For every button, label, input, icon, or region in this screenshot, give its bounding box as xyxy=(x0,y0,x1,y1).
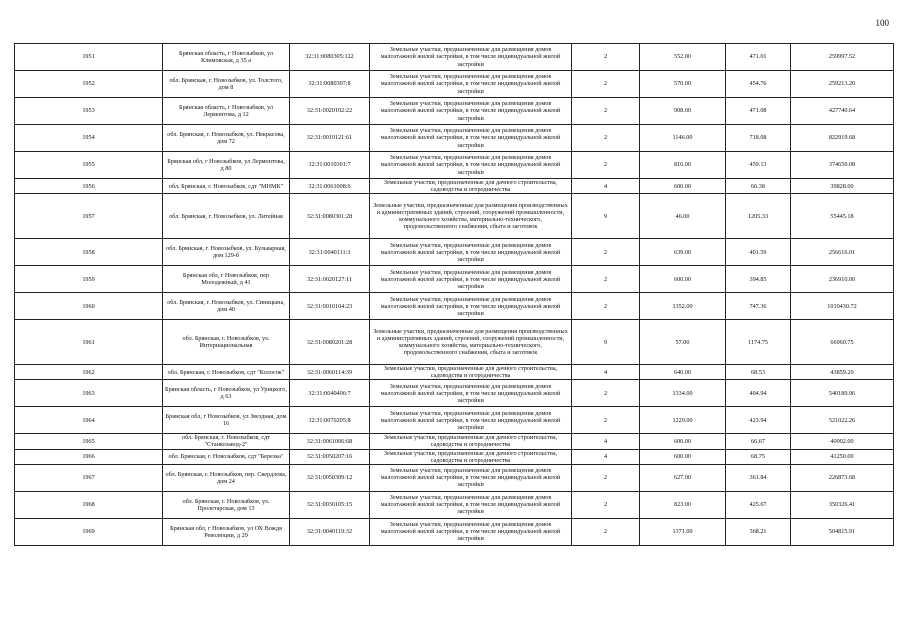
area-cell: 1146.00 xyxy=(640,125,726,152)
table-row xyxy=(15,266,894,293)
address-cell: обл. Брянская, г. Новозыбков, ул. Пролетарская, дом 13 xyxy=(163,491,290,518)
address-cell: обл. Брянская, г. Новозыбков, сдт "Станкозавод-2" xyxy=(163,434,290,449)
table-row xyxy=(15,194,894,239)
cadastral-value-cell: 55445.18 xyxy=(791,194,894,239)
group-cell: 2 xyxy=(572,380,640,407)
specific-value-cell: 66.67 xyxy=(726,434,791,449)
area-cell: 627.00 xyxy=(640,464,726,491)
group-cell: 2 xyxy=(572,407,640,434)
cadastral-number-cell: 32:31:0040406:7 xyxy=(290,380,370,407)
address-cell: обл. Брянская, г. Новозыбков, ул. Толстого, дом 8 xyxy=(163,71,290,98)
cadastral-number-cell: 32:31:0010104:23 xyxy=(290,293,370,320)
table-row xyxy=(15,491,894,518)
cadastral-number-cell: 32:31:0050207:16 xyxy=(290,449,370,464)
address-cell: обл. Брянская, г. Новозыбков, ул. Литейная xyxy=(163,194,290,239)
cadastral-number-cell: 32:31:0010121:61 xyxy=(290,125,370,152)
specific-value-cell: 423.94 xyxy=(726,407,791,434)
table-row xyxy=(15,293,894,320)
cadastral-value-cell: 504815.91 xyxy=(791,518,894,545)
group-cell: 2 xyxy=(572,464,640,491)
land-purpose-cell: Земельные участки, предназначенные для дачного строительства, садоводства и огородничества xyxy=(370,449,572,464)
row-number-cell: 1963 xyxy=(15,380,163,407)
cadastral-value-cell: 43859.20 xyxy=(791,365,894,380)
group-cell: 4 xyxy=(572,434,640,449)
specific-value-cell: 361.84 xyxy=(726,464,791,491)
group-cell: 9 xyxy=(572,194,640,239)
land-purpose-cell: Земельные участки, предназначенные для дачного строительства, садоводства и огородничества xyxy=(370,434,572,449)
area-cell: 600.00 xyxy=(640,449,726,464)
group-cell: 2 xyxy=(572,44,640,71)
table-row xyxy=(15,152,894,179)
cadastral-number-cell: 32:31:0061006:68 xyxy=(290,434,370,449)
row-number-cell: 1961 xyxy=(15,320,163,365)
address-cell: обл. Брянская, г. Новозыбков, сдт "Березка" xyxy=(163,449,290,464)
group-cell: 4 xyxy=(572,365,640,380)
specific-value-cell: 718.08 xyxy=(726,125,791,152)
cadastral-value-cell: 259213.20 xyxy=(791,71,894,98)
address-cell: обл. Брянская, г. Новозыбков, сдт "МНМК" xyxy=(163,179,290,194)
address-cell: обл. Брянская, г. Новозыбков, ул. Интернациональная xyxy=(163,320,290,365)
land-purpose-cell: Земельные участки, предназначенные для размещения домов малоэтажной жилой застройки, в том числе индивидуальной жилой застройки xyxy=(370,71,572,98)
specific-value-cell: 459.13 xyxy=(726,152,791,179)
address-cell: обл. Брянская, г. Новозыбков, пер. Свердлова, дом 24 xyxy=(163,464,290,491)
group-cell: 2 xyxy=(572,293,640,320)
area-cell: 1334.00 xyxy=(640,380,726,407)
row-number-cell: 1958 xyxy=(15,239,163,266)
land-purpose-cell: Земельные участки, предназначенные для размещения домов малоэтажной жилой застройки, в том числе индивидуальной жилой застройки xyxy=(370,125,572,152)
address-cell: обл. Брянская, г. Новозыбков, ул. Синицына, дом 40 xyxy=(163,293,290,320)
group-cell: 9 xyxy=(572,320,640,365)
address-cell: обл. Брянская, г. Новозыбков, сдт "Колосок" xyxy=(163,365,290,380)
row-number-cell: 1964 xyxy=(15,407,163,434)
area-cell: 552.00 xyxy=(640,44,726,71)
area-cell: 57.00 xyxy=(640,320,726,365)
area-cell: 600.00 xyxy=(640,434,726,449)
cadastral-value-cell: 226873.68 xyxy=(791,464,894,491)
cadastral-value-cell: 40002.00 xyxy=(791,434,894,449)
group-cell: 2 xyxy=(572,152,640,179)
area-cell: 1229.00 xyxy=(640,407,726,434)
cadastral-value-cell: 427740.64 xyxy=(791,98,894,125)
address-cell: Брянская обл, г Новозыбков, пер Молодежный, д 41 xyxy=(163,266,290,293)
area-cell: 570.00 xyxy=(640,71,726,98)
area-cell: 816.00 xyxy=(640,152,726,179)
specific-value-cell: 68.75 xyxy=(726,449,791,464)
cadastral-value-cell: 540189.96 xyxy=(791,380,894,407)
specific-value-cell: 66.38 xyxy=(726,179,791,194)
table-row xyxy=(15,125,894,152)
land-purpose-cell: Земельные участки, предназначенные для размещения домов малоэтажной жилой застройки, в том числе индивидуальной жилой застройки xyxy=(370,380,572,407)
group-cell: 2 xyxy=(572,518,640,545)
table-row xyxy=(15,44,894,71)
table-row xyxy=(15,380,894,407)
row-number-cell: 1962 xyxy=(15,365,163,380)
table-row xyxy=(15,518,894,545)
row-number-cell: 1952 xyxy=(15,71,163,98)
group-cell: 2 xyxy=(572,239,640,266)
land-purpose-cell: Земельные участки, предназначенные для размещения производственных и административных зданий, строений, сооружений промышленности, коммунального хозяйства, материально-технического, продовольственного снабжения, сбыта и заготовок xyxy=(370,320,572,365)
table-row xyxy=(15,434,894,449)
row-number-cell: 1965 xyxy=(15,434,163,449)
cadastral-number-cell: 32:31:0080307:8 xyxy=(290,71,370,98)
land-purpose-cell: Земельные участки, предназначенные для размещения производственных и административных зданий, строений, сооружений промышленности, коммунального хозяйства, материально-технического, продовольственного снабжения, сбыта и заготовок xyxy=(370,194,572,239)
row-number-cell: 1951 xyxy=(15,44,163,71)
cadastral-number-cell: 32:31:0070205:8 xyxy=(290,407,370,434)
cadastral-value-cell: 236910.00 xyxy=(791,266,894,293)
address-cell: обл. Брянская, г. Новозыбков, ул. Бульварная, дом 129-б xyxy=(163,239,290,266)
group-cell: 2 xyxy=(572,491,640,518)
cadastral-number-cell: 32:31:0080201:28 xyxy=(290,320,370,365)
specific-value-cell: 394.85 xyxy=(726,266,791,293)
address-cell: Брянская обл, г Новозыбков, ул Лермонтова, д 80 xyxy=(163,152,290,179)
table-row xyxy=(15,449,894,464)
table-row xyxy=(15,464,894,491)
address-cell: Брянская область, г Новозыбков, ул Лермонтова, д 12 xyxy=(163,98,290,125)
land-purpose-cell: Земельные участки, предназначенные для размещения домов малоэтажной жилой застройки, в том числе индивидуальной жилой застройки xyxy=(370,293,572,320)
cadastral-value-cell: 66960.75 xyxy=(791,320,894,365)
land-purpose-cell: Земельные участки, предназначенные для дачного строительства, садоводства и огородничества xyxy=(370,365,572,380)
table-row xyxy=(15,365,894,380)
area-cell: 823.00 xyxy=(640,491,726,518)
cadastral-number-cell: 32:31:0050309:12 xyxy=(290,464,370,491)
row-number-cell: 1967 xyxy=(15,464,163,491)
row-number-cell: 1956 xyxy=(15,179,163,194)
area-cell: 908.00 xyxy=(640,98,726,125)
specific-value-cell: 404.94 xyxy=(726,380,791,407)
table-row xyxy=(15,320,894,365)
table-row xyxy=(15,98,894,125)
table-row xyxy=(15,179,894,194)
specific-value-cell: 1205.33 xyxy=(726,194,791,239)
cadastral-number-cell: 32:31:0061008:6 xyxy=(290,179,370,194)
row-number-cell: 1966 xyxy=(15,449,163,464)
cadastral-value-cell: 822919.68 xyxy=(791,125,894,152)
land-purpose-cell: Земельные участки, предназначенные для дачного строительства, садоводства и огородничества xyxy=(370,179,572,194)
row-number-cell: 1960 xyxy=(15,293,163,320)
row-number-cell: 1954 xyxy=(15,125,163,152)
cadastral-number-cell: 32:31:0020127:11 xyxy=(290,266,370,293)
group-cell: 4 xyxy=(572,449,640,464)
group-cell: 2 xyxy=(572,98,640,125)
cadastral-value-cell: 1010430.72 xyxy=(791,293,894,320)
row-number-cell: 1957 xyxy=(15,194,163,239)
cadastral-number-cell: 32:31:0080301:28 xyxy=(290,194,370,239)
group-cell: 4 xyxy=(572,179,640,194)
land-purpose-cell: Земельные участки, предназначенные для размещения домов малоэтажной жилой застройки, в том числе индивидуальной жилой застройки xyxy=(370,239,572,266)
address-cell: Брянская область, г Новозыбков, ул Урицкого, д 63 xyxy=(163,380,290,407)
row-number-cell: 1959 xyxy=(15,266,163,293)
page-number: 100 xyxy=(875,18,889,28)
group-cell: 2 xyxy=(572,71,640,98)
table-row xyxy=(15,239,894,266)
land-purpose-cell: Земельные участки, предназначенные для размещения домов малоэтажной жилой застройки, в том числе индивидуальной жилой застройки xyxy=(370,407,572,434)
specific-value-cell: 471.08 xyxy=(726,98,791,125)
cadastral-number-cell: 32:31:0080305:122 xyxy=(290,44,370,71)
land-purpose-cell: Земельные участки, предназначенные для размещения домов малоэтажной жилой застройки, в том числе индивидуальной жилой застройки xyxy=(370,266,572,293)
row-number-cell: 1953 xyxy=(15,98,163,125)
area-cell: 46.00 xyxy=(640,194,726,239)
cadastral-value-cell: 259997.52 xyxy=(791,44,894,71)
area-cell: 600.00 xyxy=(640,266,726,293)
cadastral-value-cell: 374650.08 xyxy=(791,152,894,179)
area-cell: 640.00 xyxy=(640,365,726,380)
table-row xyxy=(15,407,894,434)
area-cell: 600.00 xyxy=(640,179,726,194)
cadastral-value-cell: 39828.00 xyxy=(791,179,894,194)
cadastral-number-cell: 32:31:0020102:22 xyxy=(290,98,370,125)
cadastral-value-cell: 41250.00 xyxy=(791,449,894,464)
cadastral-value-cell: 350326.41 xyxy=(791,491,894,518)
area-cell: 1371.00 xyxy=(640,518,726,545)
specific-value-cell: 368.21 xyxy=(726,518,791,545)
cadastral-number-cell: 32:31:0040111:3 xyxy=(290,239,370,266)
specific-value-cell: 425.67 xyxy=(726,491,791,518)
address-cell: Брянская область, г Новозыбков, ул Климовская, д 35 а xyxy=(163,44,290,71)
land-purpose-cell: Земельные участки, предназначенные для размещения домов малоэтажной жилой застройки, в том числе индивидуальной жилой застройки xyxy=(370,464,572,491)
area-cell: 639.00 xyxy=(640,239,726,266)
cadastral-number-cell: 32:31:0010301:7 xyxy=(290,152,370,179)
cadastral-number-cell: 32:31:0060114:39 xyxy=(290,365,370,380)
group-cell: 2 xyxy=(572,125,640,152)
land-purpose-cell: Земельные участки, предназначенные для размещения домов малоэтажной жилой застройки, в том числе индивидуальной жилой застройки xyxy=(370,44,572,71)
land-purpose-cell: Земельные участки, предназначенные для размещения домов малоэтажной жилой застройки, в том числе индивидуальной жилой застройки xyxy=(370,491,572,518)
table-row xyxy=(15,71,894,98)
cadastral-value-table xyxy=(14,43,894,546)
cadastral-value-cell: 256616.01 xyxy=(791,239,894,266)
land-purpose-cell: Земельные участки, предназначенные для размещения домов малоэтажной жилой застройки, в том числе индивидуальной жилой застройки xyxy=(370,98,572,125)
land-purpose-cell: Земельные участки, предназначенные для размещения домов малоэтажной жилой застройки, в том числе индивидуальной жилой застройки xyxy=(370,152,572,179)
specific-value-cell: 401.59 xyxy=(726,239,791,266)
specific-value-cell: 454.76 xyxy=(726,71,791,98)
specific-value-cell: 471.01 xyxy=(726,44,791,71)
specific-value-cell: 1174.75 xyxy=(726,320,791,365)
address-cell: обл. Брянская, г. Новозыбков, ул. Некрасова, дом 72 xyxy=(163,125,290,152)
cadastral-number-cell: 32:31:0040119:32 xyxy=(290,518,370,545)
row-number-cell: 1955 xyxy=(15,152,163,179)
address-cell: Брянская обл, г Новозыбков, ул ОХ Вождя Революции, д 29 xyxy=(163,518,290,545)
land-purpose-cell: Земельные участки, предназначенные для размещения домов малоэтажной жилой застройки, в том числе индивидуальной жилой застройки xyxy=(370,518,572,545)
cadastral-number-cell: 32:31:0030105:15 xyxy=(290,491,370,518)
row-number-cell: 1968 xyxy=(15,491,163,518)
address-cell: Брянская обл, г Новозыбков, ул Звездная, дом 16 xyxy=(163,407,290,434)
cadastral-value-cell: 521022.26 xyxy=(791,407,894,434)
specific-value-cell: 747.36 xyxy=(726,293,791,320)
specific-value-cell: 68.53 xyxy=(726,365,791,380)
area-cell: 1352.00 xyxy=(640,293,726,320)
row-number-cell: 1969 xyxy=(15,518,163,545)
group-cell: 2 xyxy=(572,266,640,293)
